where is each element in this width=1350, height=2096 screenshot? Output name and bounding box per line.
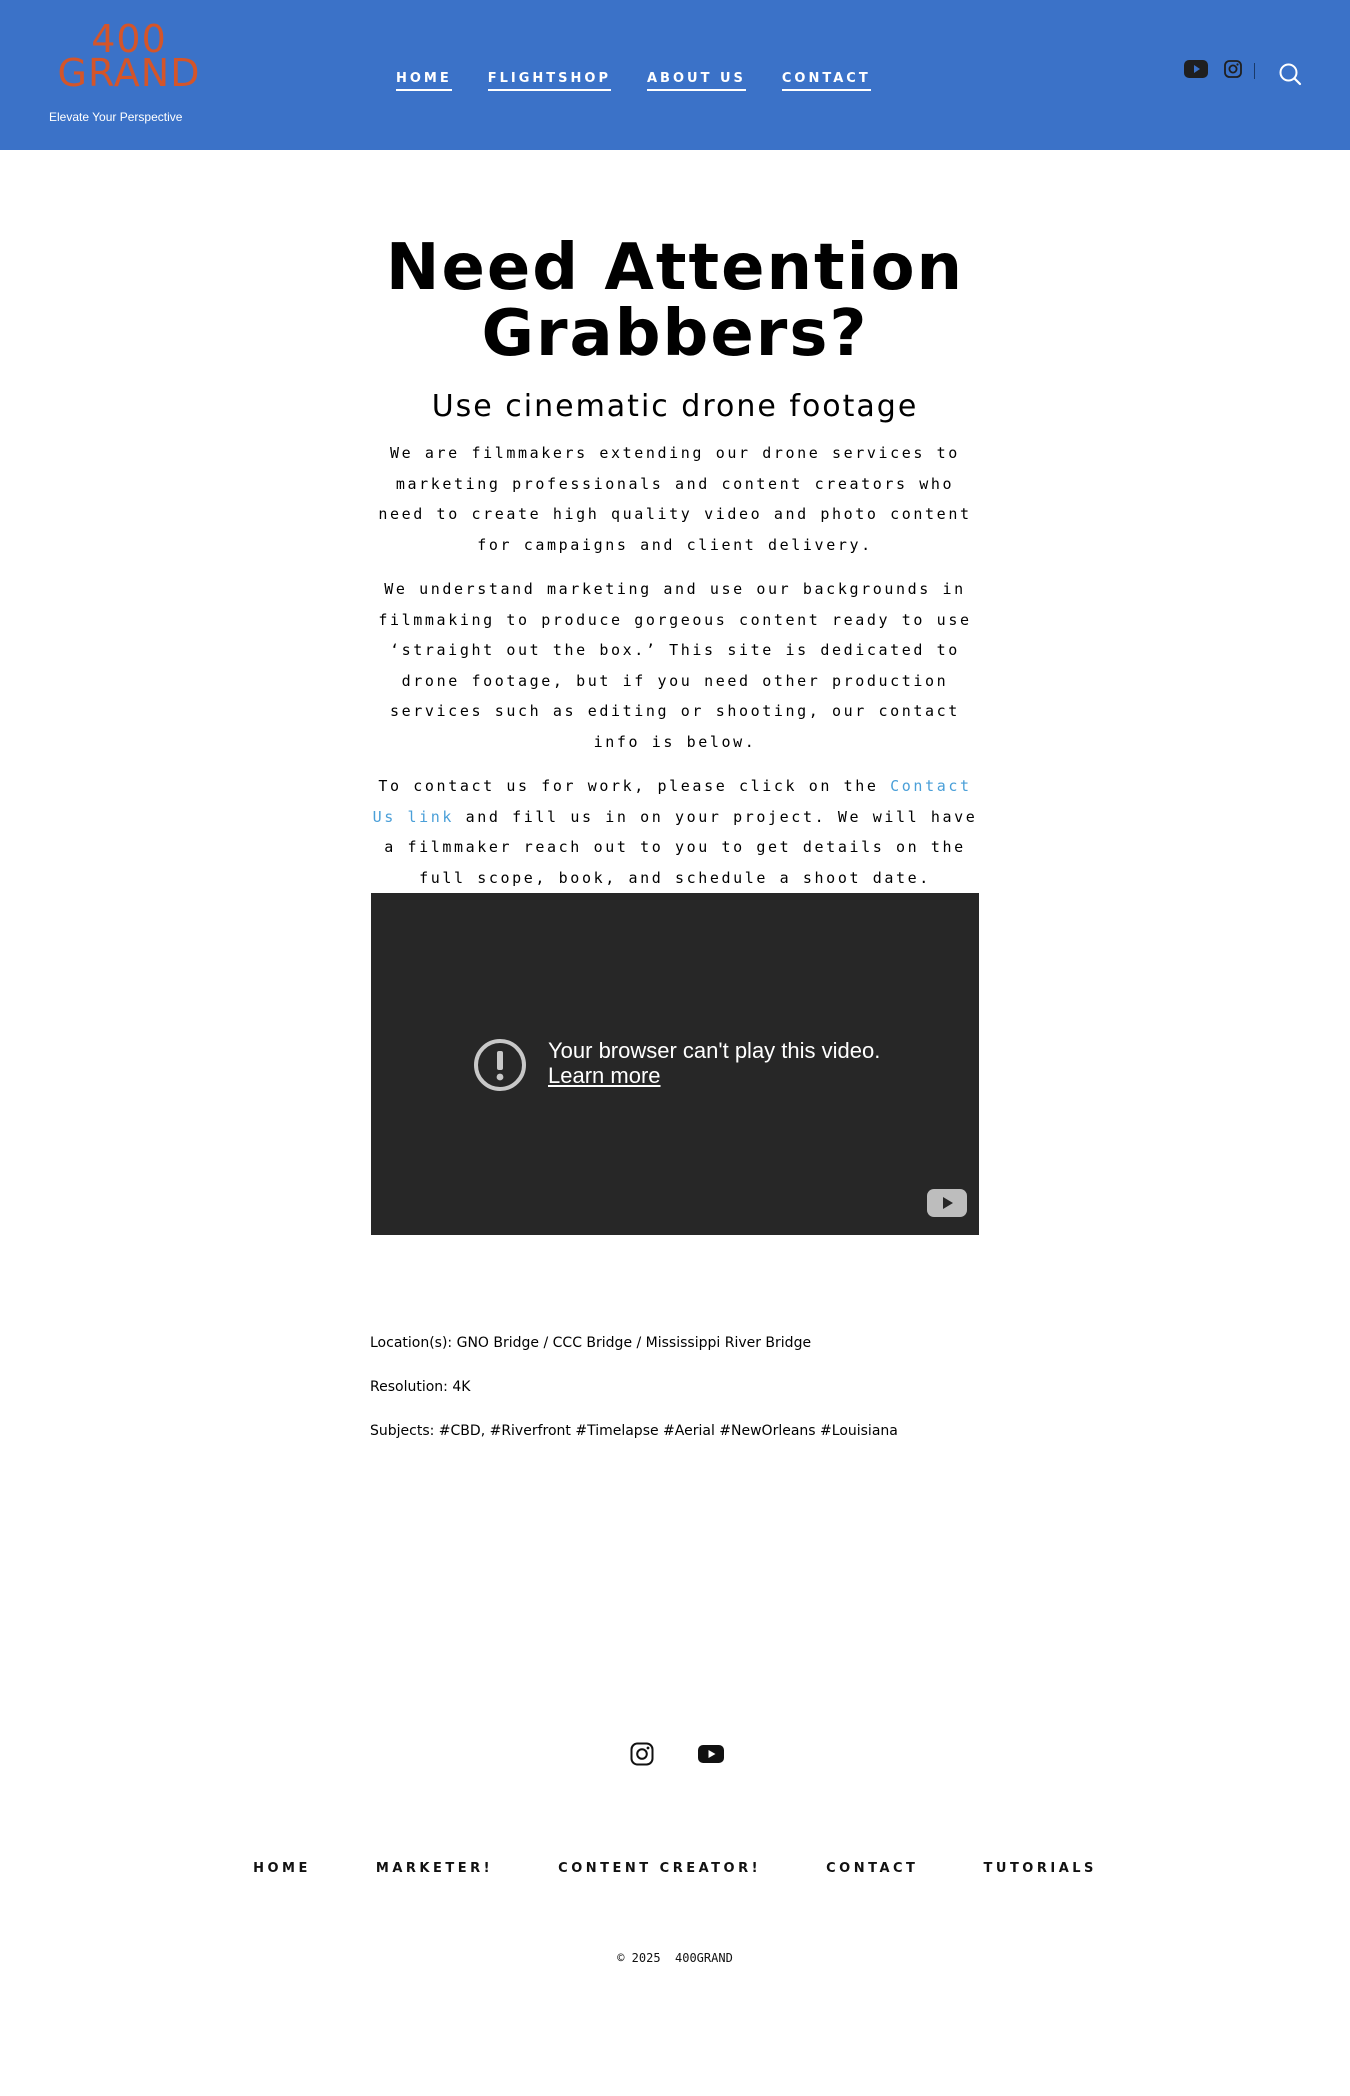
youtube-logo-icon[interactable]: [927, 1189, 967, 1217]
intro-paragraph: We are filmmakers extending our drone services to marketing professionals and content creators who need to create high quality video and photo content for campaigns and client delivery.: [378, 444, 972, 554]
contact-us-link[interactable]: Contact Us link: [372, 777, 972, 826]
site-logo[interactable]: [46, 17, 226, 95]
search-icon[interactable]: [1278, 62, 1302, 86]
header-social-links: [1184, 60, 1267, 82]
learn-more-link[interactable]: Learn more: [548, 1063, 661, 1088]
logo-text-bottom: GRAND: [57, 51, 201, 95]
contact-text-after: and fill us in on your project. We will have a filmmaker reach out to you to get details on the full scope, book, and schedule a shoot date.: [384, 807, 978, 887]
footer-nav: [0, 1857, 1350, 1876]
detail-resolution: Resolution: 4K: [370, 1379, 471, 1395]
copyright: © 2025 400GRAND: [617, 1951, 733, 1965]
nav-flightshop[interactable]: FLIGHTSHOP: [488, 71, 611, 91]
detail-subjects: Subjects: #CBD, #Riverfront #Timelapse #Aerial #NewOrleans #Louisiana: [370, 1423, 898, 1439]
video-error-message: [548, 1038, 880, 1088]
logo-text-top: 400: [91, 17, 167, 61]
video-error-text: Your browser can't play this video.: [548, 1038, 881, 1063]
page-title: [370, 231, 980, 371]
page-title-line2: Grabbers?: [481, 297, 869, 371]
youtube-icon[interactable]: [698, 1742, 724, 1770]
footer-nav-home[interactable]: HOME: [253, 1861, 311, 1876]
youtube-icon[interactable]: [1184, 60, 1208, 82]
instagram-icon[interactable]: [1224, 60, 1242, 82]
contact-paragraph: [370, 771, 980, 893]
footer-nav-content-creator[interactable]: CONTENT CREATOR!: [558, 1861, 762, 1876]
page-title-line1: Need Attention: [385, 231, 965, 305]
page-subtitle: Use cinematic drone footage: [431, 389, 919, 424]
nav-about-us[interactable]: ABOUT US: [647, 71, 746, 91]
main-content: [370, 231, 980, 907]
nav-contact[interactable]: CONTACT: [782, 71, 871, 91]
site-tagline: Elevate Your Perspective: [49, 110, 183, 124]
services-paragraph: We understand marketing and use our backgrounds in filmmaking to produce gorgeous content ready to use ‘straight out the box.’ This site is dedicated to drone footage, but if you need other production services such as editing or shooting, our contact info is below.: [378, 580, 972, 751]
site-header: [0, 0, 1350, 150]
main-nav: [396, 71, 907, 91]
footer-nav-tutorials[interactable]: TUTORIALS: [983, 1861, 1097, 1876]
error-icon: [472, 1037, 528, 1093]
footer-social-links: [630, 1742, 724, 1770]
contact-text-before: To contact us for work, please click on the: [378, 777, 891, 795]
footer-nav-marketer[interactable]: MARKETER!: [375, 1861, 494, 1876]
header-divider: [1254, 63, 1255, 79]
instagram-icon[interactable]: [630, 1742, 654, 1770]
video-player[interactable]: [371, 893, 979, 1235]
nav-home[interactable]: HOME: [396, 71, 452, 91]
detail-locations: Location(s): GNO Bridge / CCC Bridge / Mississippi River Bridge: [370, 1335, 812, 1351]
footage-details: [370, 1335, 898, 1467]
footer-nav-contact[interactable]: CONTACT: [826, 1861, 919, 1876]
